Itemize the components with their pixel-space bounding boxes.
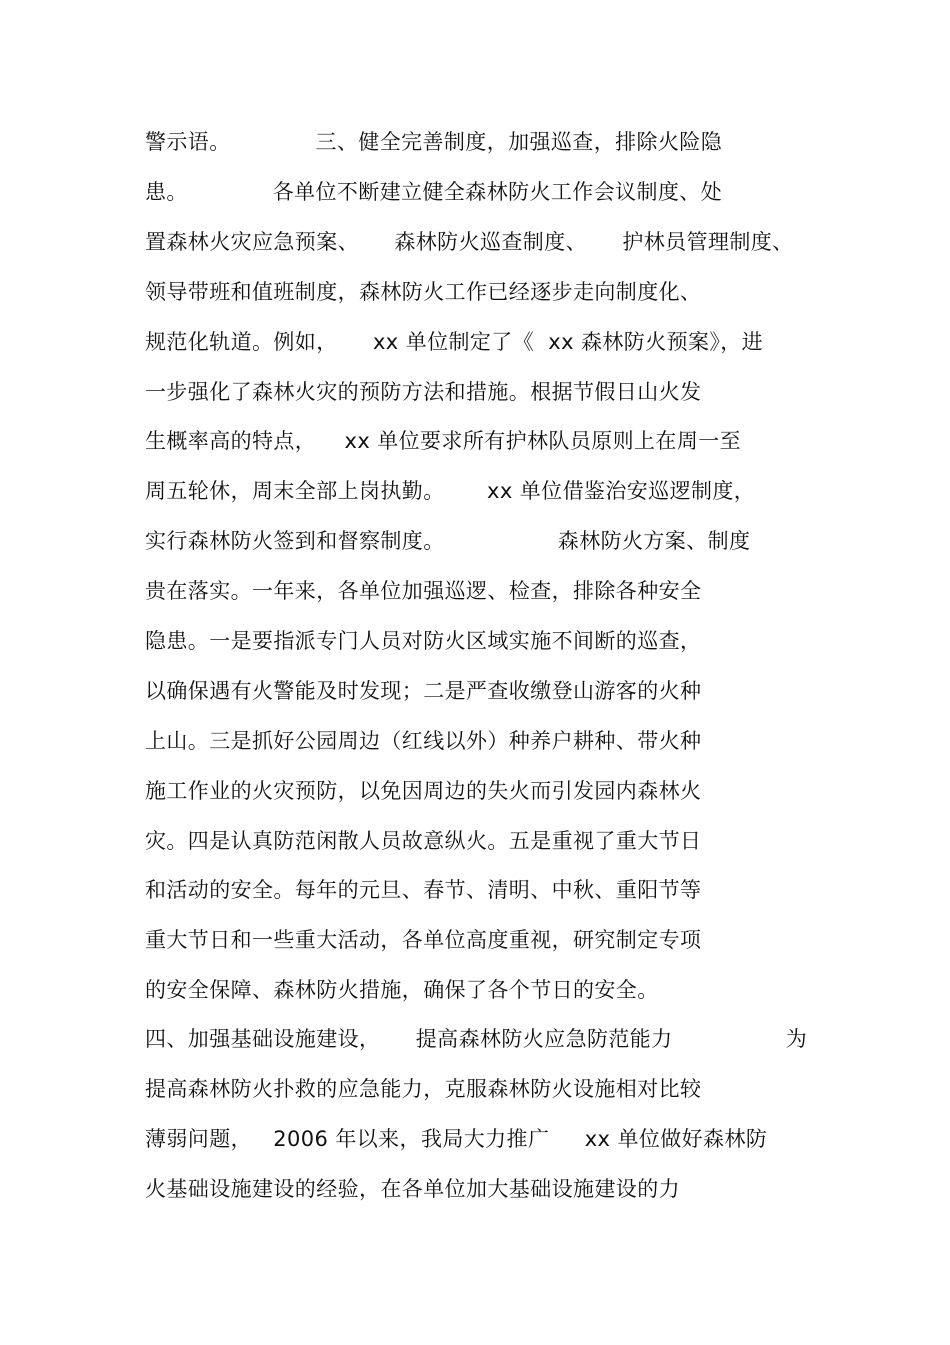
- section-heading-line: 四、加强基础设施建设， 提高森林防火应急防范能力 为: [145, 1027, 808, 1051]
- body-text-line: 规范化轨道。例如， xx 单位制定了《 xx 森林防火预案》，进: [145, 330, 764, 354]
- body-text-line: 实行森林防火签到和督察制度。 森林防火方案、制度: [145, 529, 751, 553]
- body-text-line: 警示语。 三、健全完善制度，加强巡查，排除火险隐: [145, 130, 723, 154]
- body-text-line: 生概率高的特点， xx 单位要求所有护林队员原则上在周一至: [145, 429, 742, 453]
- body-text-line: 火基础设施建设的经验，在各单位加大基础设施建设的力: [145, 1177, 680, 1201]
- body-text-line: 施工作业的火灾预防，以免因周边的失火而引发园内森林火: [145, 779, 702, 803]
- body-text-line: 周五轮休，周末全部上岗执勤。 xx 单位借鉴治安巡逻制度，: [145, 479, 756, 503]
- body-text-line: 提高森林防火扑救的应急能力，克服森林防火设施相对比较: [145, 1077, 702, 1101]
- body-text-line: 隐患。一是要指派专门人员对防火区域实施不间断的巡查，: [145, 629, 702, 653]
- body-text-line: 领导带班和值班制度，森林防火工作已经逐步走向制度化、: [145, 280, 702, 304]
- body-text-line: 的安全保障、森林防火措施，确保了各个节日的安全。: [145, 978, 659, 1002]
- body-text-line: 上山。三是抓好公园周边（红线以外）种养户耕种、带火种: [145, 729, 702, 753]
- body-text-line: 和活动的安全。每年的元旦、春节、清明、中秋、重阳节等: [145, 878, 702, 902]
- body-text-line: 以确保遇有火警能及时发现；二是严查收缴登山游客的火种: [145, 679, 702, 703]
- body-text-line: 薄弱问题， 2006 年以来，我局大力推广 xx 单位做好森林防: [145, 1127, 768, 1151]
- body-text-line: 贵在落实。一年来，各单位加强巡逻、检查，排除各种安全: [145, 579, 702, 603]
- body-text-line: 患。 各单位不断建立健全森林防火工作会议制度、处: [145, 180, 723, 204]
- body-text-line: 重大节日和一些重大活动，各单位高度重视，研究制定专项: [145, 928, 702, 952]
- body-text-line: 灾。四是认真防范闲散人员故意纵火。五是重视了重大节日: [145, 829, 702, 853]
- body-text-line: 置森林火灾应急预案、 森林防火巡查制度、 护林员管理制度、: [145, 230, 794, 254]
- body-text-line: 一步强化了森林火灾的预防方法和措施。根据节假日山火发: [145, 380, 702, 404]
